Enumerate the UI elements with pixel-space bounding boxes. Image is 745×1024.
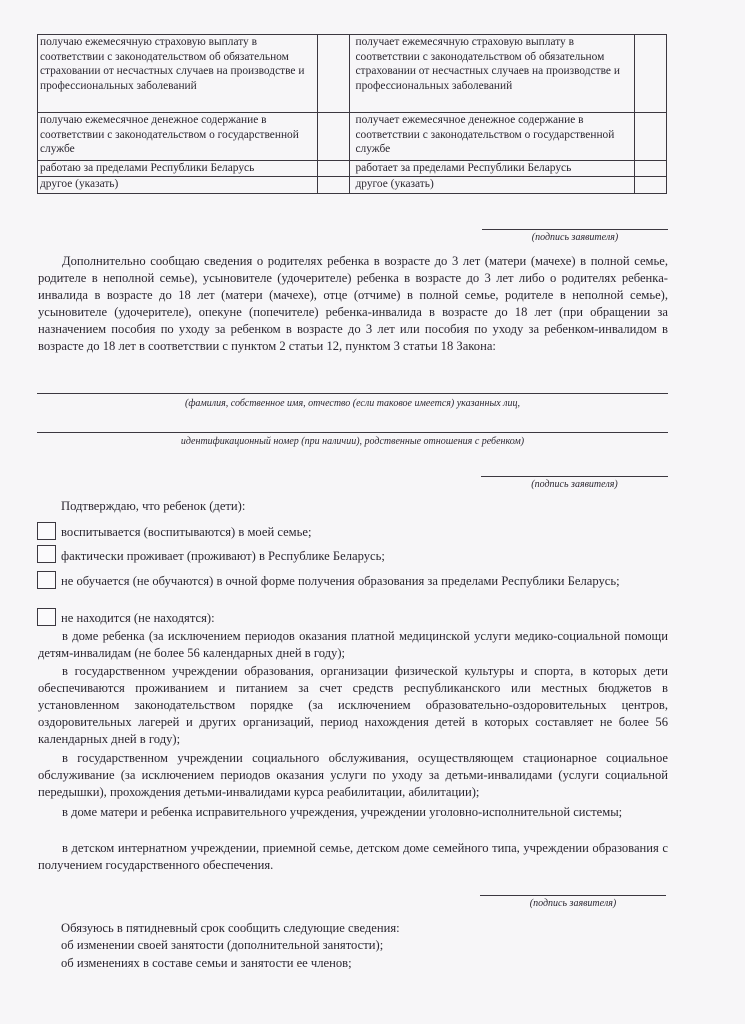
confirm-item-label: не обучается (не обучаются) в очной форме получения образования за пределами Республики Беларусь; <box>61 574 620 588</box>
obligation-item: об изменении своей занятости (дополнительной занятости); <box>61 938 384 952</box>
signature-line[interactable] <box>481 476 668 477</box>
table-row <box>38 113 667 161</box>
confirm-title: Подтверждаю, что ребенок (дети): <box>61 499 246 513</box>
institution-item: в государственном учреждении социального обслуживания, осуществляющем стационарное социальное обслуживание (за исключением периодов оказания услуги по уходу за детьми-инвалидами (услуги социальной передышки), прохождения детьми-инвалидами курса реабилитации, абилитации); <box>38 751 668 799</box>
table-cell-other-parent: другое (указать) <box>350 177 634 194</box>
institution-item: в доме матери и ребенка исправительного учреждения, учреждении уголовно-исполнительной системы; <box>62 805 623 819</box>
signature-caption: (подпись заявителя) <box>529 898 617 909</box>
obligation-title: Обязуюсь в пятидневный срок сообщить следующие сведения: <box>61 921 400 935</box>
parents-id-line[interactable] <box>37 432 668 433</box>
table-cell-applicant: работаю за пределами Республики Беларусь <box>38 161 318 177</box>
table-row <box>38 35 667 113</box>
confirm-checkbox[interactable] <box>37 522 56 540</box>
institution-item: в детском интернатном учреждении, приемной семье, детском доме семейного типа, учреждении образования с получением государственного обеспечения. <box>38 841 668 872</box>
table-row <box>38 161 667 177</box>
confirm-item-label: воспитывается (воспитываются) в моей семье; <box>61 525 312 539</box>
parents-info-paragraph: Дополнительно сообщаю сведения о родителях ребенка в возрасте до 3 лет (матери (мачехе) в полной семье, родителе в неполной семье), усыновителе (удочерителе) ребенка в возрасте до 3 лет либо о родителях ребенка-инвалида в возрасте до 18 лет (матери (мачехе), отце (отчиме) в полной семье, родителе в неполной семье), усыновителе (удочерителе), опекуне (попечителе) ребенка-инвалида в возрасте до 18 лет (при обращении за назначением пособия по уходу за ребенком в возрасте до 3 лет или пособия по уходу за ребенком-инвалидом в возрасте до 18 лет в соответствии с пунктом 2 статьи 12, пунктом 3 статьи 18 Закона: <box>38 254 668 353</box>
table-cell-applicant: получаю ежемесячное денежное содержание в соответствии с законодательством о государственной службе <box>38 113 318 161</box>
confirm-checkbox[interactable] <box>37 545 56 563</box>
confirm-checkbox[interactable] <box>37 608 56 626</box>
table-cell-applicant: получаю ежемесячную страховую выплату в соответствии с законодательством об обязательном страховании от несчастных случаев на производстве и профессиональных заболеваний <box>38 35 318 113</box>
confirm-item-label: не находится (не находятся): <box>61 611 215 625</box>
signature-line[interactable] <box>482 229 668 230</box>
signature-caption: (подпись заявителя) <box>531 232 619 243</box>
table-mark-cell[interactable] <box>634 161 666 177</box>
parents-id-caption: идентификационный номер (при наличии), родственные отношения с ребенком) <box>180 436 525 447</box>
obligation-item: об изменениях в составе семьи и занятости ее членов; <box>61 956 352 970</box>
table-mark-cell[interactable] <box>634 177 666 194</box>
confirm-item-label: фактически проживает (проживают) в Республике Беларусь; <box>61 549 385 563</box>
signature-line[interactable] <box>480 895 666 896</box>
table-cell-applicant: другое (указать) <box>38 177 318 194</box>
table-cell-other-parent: получает ежемесячную страховую выплату в соответствии с законодательством об обязательном страховании от несчастных случаев на производстве и профессиональных заболеваний <box>350 35 634 113</box>
table-mark-cell[interactable] <box>634 35 666 113</box>
table-mark-cell[interactable] <box>318 177 350 194</box>
table-cell-other-parent: получает ежемесячное денежное содержание в соответствии с законодательством о государственной службе <box>350 113 634 161</box>
table-mark-cell[interactable] <box>634 113 666 161</box>
table-mark-cell[interactable] <box>318 113 350 161</box>
table-row <box>38 177 667 194</box>
institution-item: в доме ребенка (за исключением периодов оказания платной медицинской услуги медико-социальной помощи детям-инвалидам (не более 56 календарных дней в году); <box>38 629 668 660</box>
table-mark-cell[interactable] <box>318 35 350 113</box>
parents-name-caption: (фамилия, собственное имя, отчество (если таковое имеется) указанных лиц, <box>184 398 521 409</box>
parents-name-line[interactable] <box>37 393 668 394</box>
occupation-table <box>37 34 667 194</box>
table-cell-other-parent: работает за пределами Республики Беларусь <box>350 161 634 177</box>
table-mark-cell[interactable] <box>318 161 350 177</box>
institution-item: в государственном учреждении образования, организации физической культуры и спорта, в которых дети обеспечиваются проживанием и питанием за счет средств республиканского или местных бюджетов в установленном законодательством порядке (за исключением образовательно-оздоровительных центров, оздоровительных лагерей и других организаций, период нахождения детей в которых составляет не более 56 календарных дней в году); <box>38 664 668 746</box>
signature-caption: (подпись заявителя) <box>531 479 618 490</box>
